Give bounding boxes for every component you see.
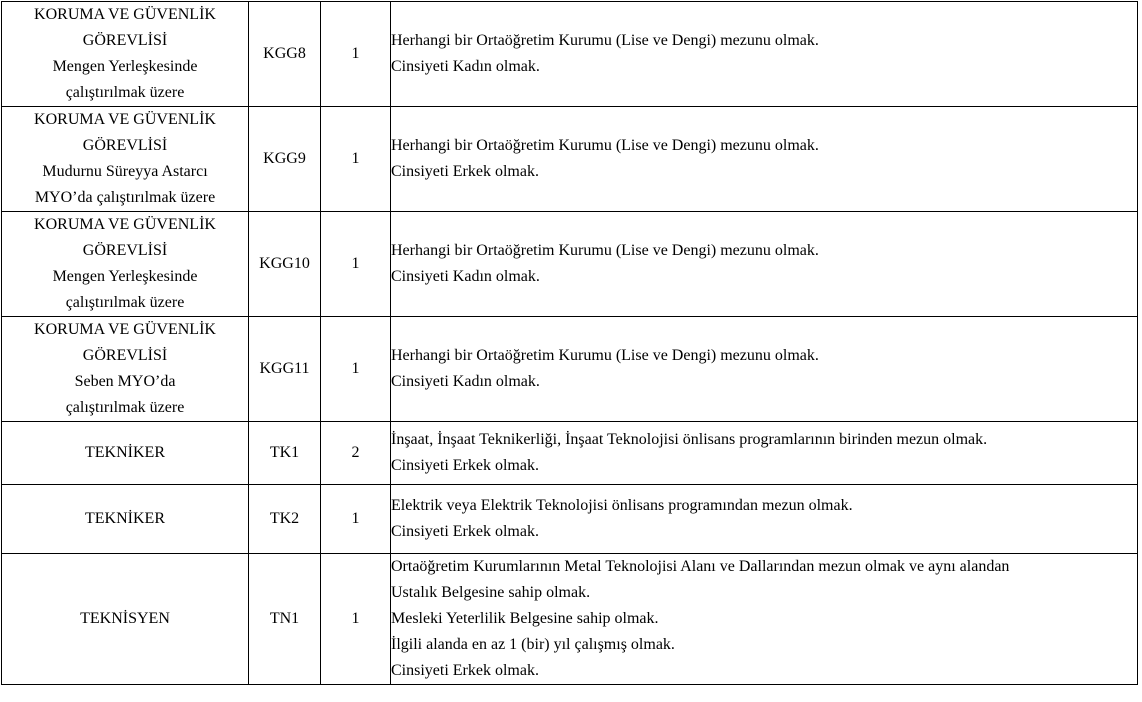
- code-cell: KGG8: [249, 2, 321, 107]
- count-cell: 1: [321, 2, 391, 107]
- conditions-cell: [391, 422, 1138, 485]
- table-row: [2, 317, 1138, 422]
- position-cell: [2, 554, 249, 685]
- position-cell: [2, 212, 249, 317]
- position-line: MYO’da çalıştırılmak üzere: [34, 189, 216, 206]
- position-line: GÖREVLİSİ: [82, 242, 168, 259]
- position-line: çalıştırılmak üzere: [65, 84, 185, 101]
- position-line: KORUMA VE GÜVENLİK: [34, 111, 216, 128]
- conditions-cell: [391, 485, 1138, 554]
- condition-line: Elektrik veya Elektrik Teknolojisi önlisans programından mezun olmak.: [391, 497, 853, 514]
- position-cell: [2, 317, 249, 422]
- code-cell: KGG11: [249, 317, 321, 422]
- count-cell: 1: [321, 212, 391, 317]
- condition-line: Herhangi bir Ortaöğretim Kurumu (Lise ve Dengi) mezunu olmak.: [391, 137, 819, 154]
- count-cell: 1: [321, 554, 391, 685]
- position-line: Mengen Yerleşkesinde: [52, 58, 198, 75]
- position-cell: [2, 107, 249, 212]
- condition-line: Cinsiyeti Erkek olmak.: [391, 523, 539, 540]
- position-line: GÖREVLİSİ: [82, 347, 168, 364]
- position-line: TEKNİSYEN: [80, 610, 170, 627]
- position-line: TEKNİKER: [85, 510, 165, 527]
- code-cell: KGG9: [249, 107, 321, 212]
- position-line: GÖREVLİSİ: [82, 137, 168, 154]
- code-cell: KGG10: [249, 212, 321, 317]
- condition-line: Cinsiyeti Kadın olmak.: [391, 373, 540, 390]
- condition-line: Ortaöğretim Kurumlarının Metal Teknolojisi Alanı ve Dallarından mezun olmak ve aynı alandan: [391, 558, 1010, 575]
- conditions-cell: [391, 2, 1138, 107]
- position-line: Seben MYO’da: [74, 373, 176, 390]
- table-row: [2, 2, 1138, 107]
- position-line: çalıştırılmak üzere: [65, 399, 185, 416]
- count-cell: 1: [321, 485, 391, 554]
- position-line: çalıştırılmak üzere: [65, 294, 185, 311]
- position-line: KORUMA VE GÜVENLİK: [34, 321, 216, 338]
- condition-line: Ustalık Belgesine sahip olmak.: [391, 584, 591, 601]
- position-line: Mudurnu Süreyya Astarcı: [42, 163, 208, 180]
- conditions-cell: [391, 554, 1138, 685]
- table-row: [2, 107, 1138, 212]
- position-line: TEKNİKER: [85, 444, 165, 461]
- code-cell: TK1: [249, 422, 321, 485]
- position-cell: [2, 2, 249, 107]
- condition-line: Cinsiyeti Erkek olmak.: [391, 163, 539, 180]
- condition-line: Cinsiyeti Erkek olmak.: [391, 457, 539, 474]
- condition-line: Herhangi bir Ortaöğretim Kurumu (Lise ve Dengi) mezunu olmak.: [391, 347, 819, 364]
- condition-line: Cinsiyeti Kadın olmak.: [391, 58, 540, 75]
- table-row: [2, 212, 1138, 317]
- table-row: [2, 485, 1138, 554]
- conditions-cell: [391, 107, 1138, 212]
- condition-line: İlgili alanda en az 1 (bir) yıl çalışmış olmak.: [391, 636, 675, 653]
- conditions-cell: [391, 317, 1138, 422]
- condition-line: Cinsiyeti Kadın olmak.: [391, 268, 540, 285]
- requirements-table: [1, 1, 1138, 685]
- position-line: KORUMA VE GÜVENLİK: [34, 216, 216, 233]
- position-line: Mengen Yerleşkesinde: [52, 268, 198, 285]
- position-cell: [2, 485, 249, 554]
- conditions-cell: [391, 212, 1138, 317]
- count-cell: 1: [321, 317, 391, 422]
- position-cell: [2, 422, 249, 485]
- code-cell: TN1: [249, 554, 321, 685]
- code-cell: TK2: [249, 485, 321, 554]
- position-line: KORUMA VE GÜVENLİK: [34, 6, 216, 23]
- condition-line: Cinsiyeti Erkek olmak.: [391, 662, 539, 679]
- count-cell: 2: [321, 422, 391, 485]
- count-cell: 1: [321, 107, 391, 212]
- condition-line: İnşaat, İnşaat Teknikerliği, İnşaat Teknolojisi önlisans programlarının birinden mezun olmak.: [391, 431, 988, 448]
- condition-line: Mesleki Yeterlilik Belgesine sahip olmak.: [391, 610, 659, 627]
- condition-line: Herhangi bir Ortaöğretim Kurumu (Lise ve Dengi) mezunu olmak.: [391, 32, 819, 49]
- table-row: [2, 554, 1138, 685]
- position-line: GÖREVLİSİ: [82, 32, 168, 49]
- condition-line: Herhangi bir Ortaöğretim Kurumu (Lise ve Dengi) mezunu olmak.: [391, 242, 819, 259]
- table-row: [2, 422, 1138, 485]
